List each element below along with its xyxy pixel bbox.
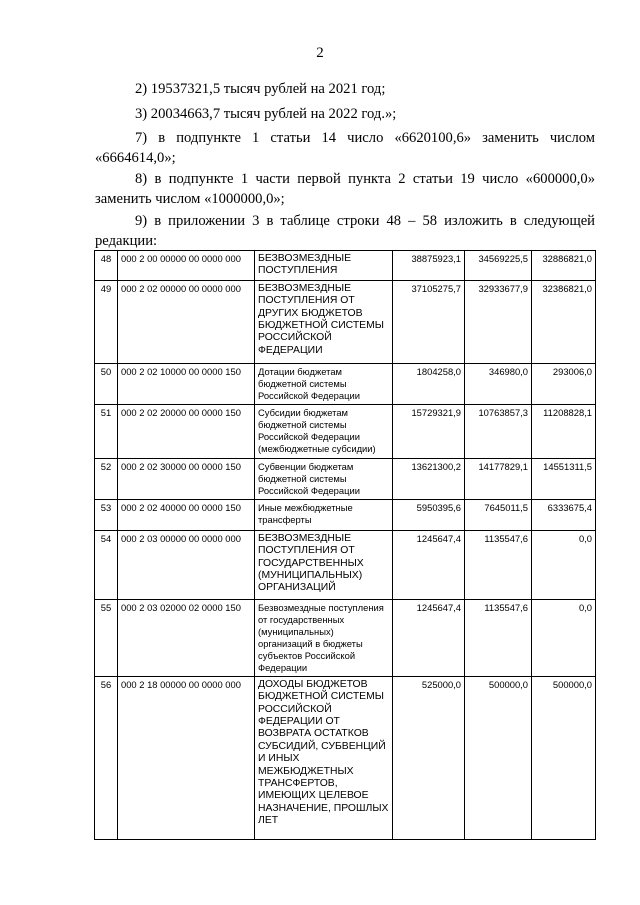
value-2020: 525000,0 xyxy=(393,676,465,839)
revenue-table xyxy=(94,250,596,840)
value-2022: 14551311,5 xyxy=(532,458,596,499)
revenue-name: Субвенции бюджетам бюджетной системы Российской Федерации xyxy=(255,458,393,499)
value-2020: 13621300,2 xyxy=(393,458,465,499)
table-row xyxy=(95,280,596,363)
revenue-name: Безвозмездные поступления от государственных (муниципальных) организаций в бюджеты субъектов Российской Федерации xyxy=(255,599,393,676)
table-row xyxy=(95,676,596,839)
row-number: 52 xyxy=(95,458,118,499)
page-number: 2 xyxy=(316,45,324,61)
value-2022: 32886821,0 xyxy=(532,251,596,281)
value-2021: 7645011,5 xyxy=(465,499,532,530)
value-2022: 0,0 xyxy=(532,599,596,676)
budget-code: 000 2 02 10000 00 0000 150 xyxy=(118,363,255,404)
value-2021: 500000,0 xyxy=(465,676,532,839)
row-number: 56 xyxy=(95,676,118,839)
value-2022: 293006,0 xyxy=(532,363,596,404)
revenue-name: ДОХОДЫ БЮДЖЕТОВ БЮДЖЕТНОЙ СИСТЕМЫ РОССИЙСКОЙ ФЕДЕРАЦИИ ОТ ВОЗВРАТА ОСТАТКОВ СУБСИДИЙ, СУБВЕНЦИЙ И ИНЫХ МЕЖБЮДЖЕТНЫХ ТРАНСФЕРТОВ, ИМЕЮЩИХ ЦЕЛЕВОЕ НАЗНАЧЕНИЕ, ПРОШЛЫХ ЛЕТ xyxy=(255,676,393,839)
value-2021: 14177829,1 xyxy=(465,458,532,499)
revenue-name: Дотации бюджетам бюджетной системы Российской Федерации xyxy=(255,363,393,404)
table-row xyxy=(95,363,596,404)
row-number: 53 xyxy=(95,499,118,530)
budget-code: 000 2 18 00000 00 0000 000 xyxy=(118,676,255,839)
table-row xyxy=(95,530,596,599)
revenue-name: Субсидии бюджетам бюджетной системы Российской Федерации (межбюджетные субсидии) xyxy=(255,404,393,458)
value-2021: 32933677,9 xyxy=(465,280,532,363)
value-2021: 1135547,6 xyxy=(465,530,532,599)
value-2022: 500000,0 xyxy=(532,676,596,839)
revenue-name: БЕЗВОЗМЕЗДНЫЕ ПОСТУПЛЕНИЯ ОТ ГОСУДАРСТВЕННЫХ (МУНИЦИПАЛЬНЫХ) ОРГАНИЗАЦИЙ xyxy=(255,530,393,599)
value-2022: 6333675,4 xyxy=(532,499,596,530)
value-2022: 32386821,0 xyxy=(532,280,596,363)
budget-code: 000 2 02 30000 00 0000 150 xyxy=(118,458,255,499)
row-number: 50 xyxy=(95,363,118,404)
value-2021: 34569225,5 xyxy=(465,251,532,281)
budget-code: 000 2 02 00000 00 0000 000 xyxy=(118,280,255,363)
value-2022: 0,0 xyxy=(532,530,596,599)
revenue-name: Иные межбюджетные трансферты xyxy=(255,499,393,530)
value-2020: 5950395,6 xyxy=(393,499,465,530)
revenue-name: БЕЗВОЗМЕЗДНЫЕ ПОСТУПЛЕНИЯ ОТ ДРУГИХ БЮДЖЕТОВ БЮДЖЕТНОЙ СИСТЕМЫ РОССИЙСКОЙ ФЕДЕРАЦИИ xyxy=(255,280,393,363)
value-2020: 37105275,7 xyxy=(393,280,465,363)
table-row xyxy=(95,251,596,281)
paragraph-1: 2) 19537321,5 тысяч рублей на 2021 год; xyxy=(135,81,386,97)
value-2020: 1804258,0 xyxy=(393,363,465,404)
row-number: 54 xyxy=(95,530,118,599)
table-row xyxy=(95,499,596,530)
row-number: 49 xyxy=(95,280,118,363)
paragraph-4: 8) в подпункте 1 части первой пункта 2 статьи 19 число «600000,0» заменить числом «1000000,0»; xyxy=(95,171,595,207)
table-row xyxy=(95,599,596,676)
revenue-name: БЕЗВОЗМЕЗДНЫЕ ПОСТУПЛЕНИЯ xyxy=(255,251,393,281)
budget-code: 000 2 03 02000 02 0000 150 xyxy=(118,599,255,676)
row-number: 48 xyxy=(95,251,118,281)
table-row xyxy=(95,404,596,458)
value-2020: 1245647,4 xyxy=(393,530,465,599)
value-2020: 15729321,9 xyxy=(393,404,465,458)
table-row xyxy=(95,458,596,499)
value-2021: 10763857,3 xyxy=(465,404,532,458)
value-2020: 38875923,1 xyxy=(393,251,465,281)
value-2021: 346980,0 xyxy=(465,363,532,404)
budget-code: 000 2 02 20000 00 0000 150 xyxy=(118,404,255,458)
row-number: 51 xyxy=(95,404,118,458)
budget-code: 000 2 00 00000 00 0000 000 xyxy=(118,251,255,281)
value-2021: 1135547,6 xyxy=(465,599,532,676)
value-2022: 11208828,1 xyxy=(532,404,596,458)
paragraph-5: 9) в приложении 3 в таблице строки 48 – 58 изложить в следующей редакции: xyxy=(95,213,595,249)
row-number: 55 xyxy=(95,599,118,676)
budget-code: 000 2 03 00000 00 0000 000 xyxy=(118,530,255,599)
value-2020: 1245647,4 xyxy=(393,599,465,676)
paragraph-2: 3) 20034663,7 тысяч рублей на 2022 год.»; xyxy=(135,106,397,122)
budget-code: 000 2 02 40000 00 0000 150 xyxy=(118,499,255,530)
paragraph-3: 7) в подпункте 1 статьи 14 число «6620100,6» заменить числом «6664614,0»; xyxy=(95,130,595,166)
